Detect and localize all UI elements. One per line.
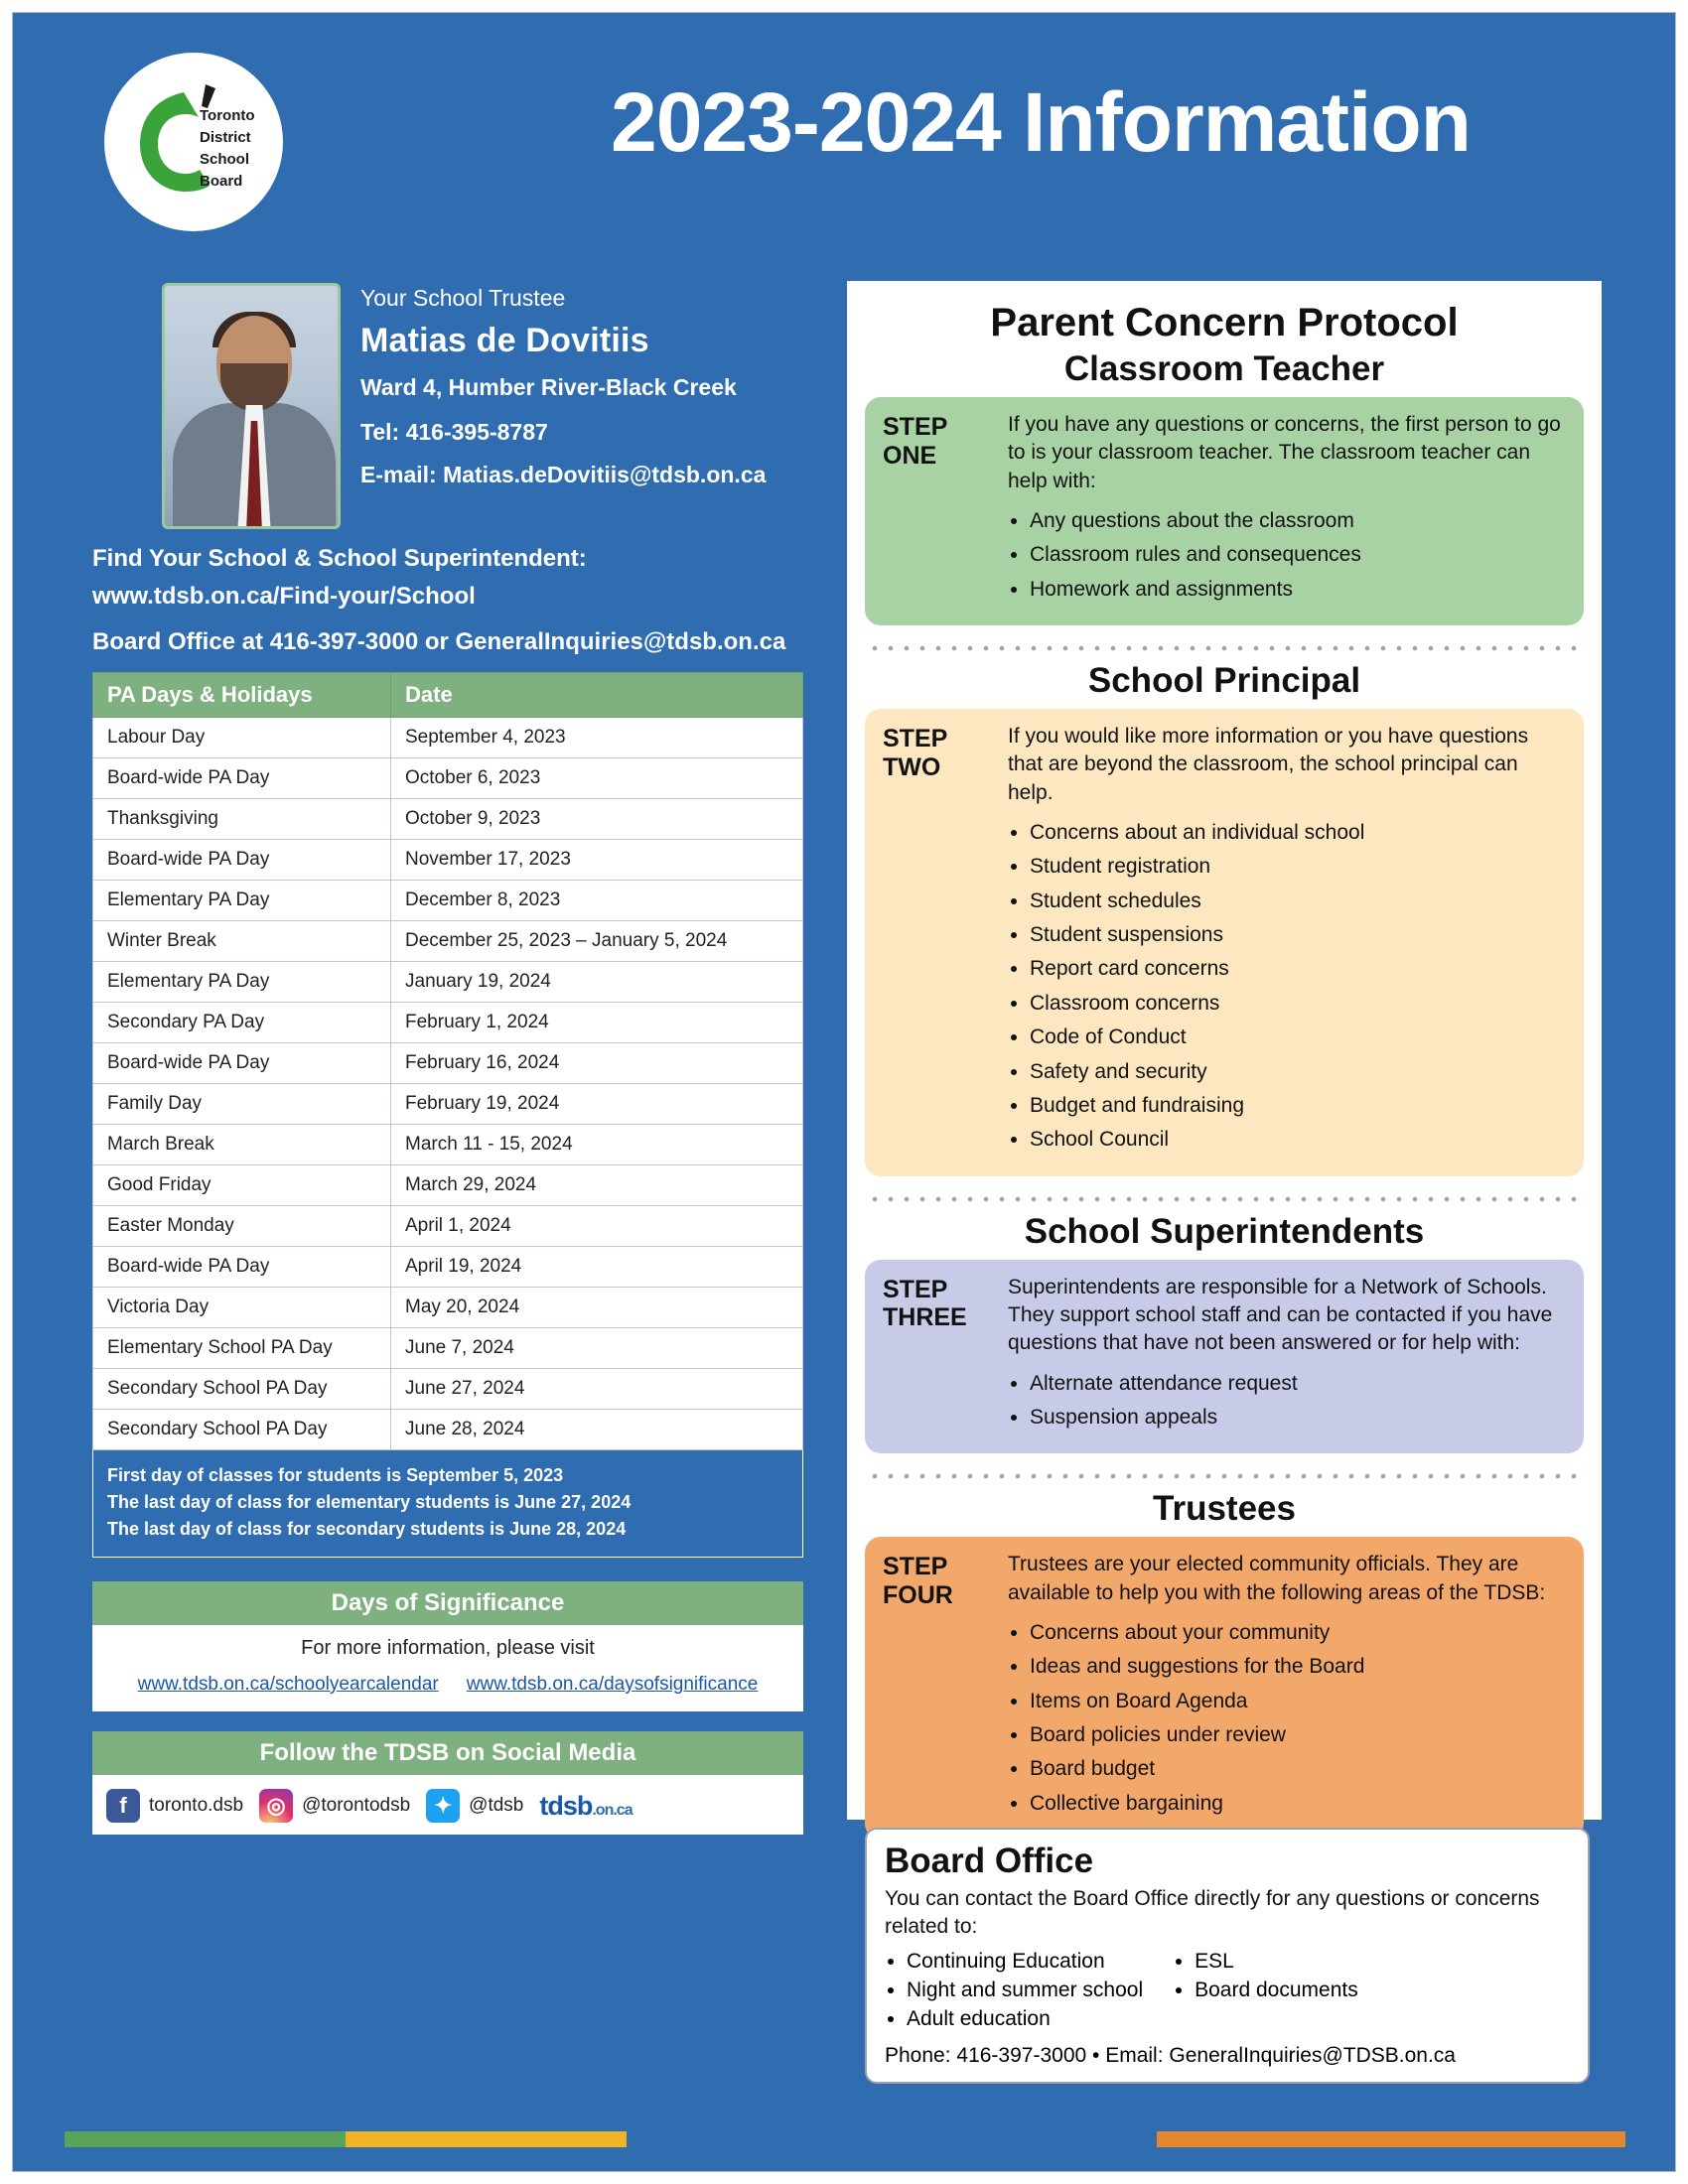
social-item-facebook[interactable]	[106, 1789, 243, 1823]
social-item-instagram[interactable]	[259, 1789, 410, 1823]
table-row	[93, 718, 803, 758]
protocol-section-heading: Classroom Teacher	[1063, 349, 1385, 388]
list-item: • Concerns about your community	[1030, 1619, 1566, 1647]
table-row	[93, 1043, 803, 1084]
step-label: STEP ONE	[883, 413, 948, 470]
protocol-step-card	[865, 397, 1584, 625]
instagram-icon: ◎	[259, 1789, 293, 1823]
svg-text:Toronto: Toronto	[200, 107, 255, 124]
twitter-handle: @tdsb	[469, 1795, 524, 1816]
cell-event: Victoria Day	[93, 1288, 391, 1328]
protocol-title: Parent Concern Protocol	[990, 301, 1459, 344]
list-item: • School Council	[1030, 1126, 1566, 1154]
tdsb-wordmark-text: tdsb	[539, 1790, 593, 1821]
table-row	[93, 1328, 803, 1369]
poster-sheet	[12, 12, 1676, 2172]
note-line: The last day of class for elementary students is June 27, 2024	[107, 1492, 632, 1512]
find-school-heading: Find Your School & School Superintendent:	[92, 545, 587, 572]
header	[13, 13, 1675, 266]
cell-date: October 9, 2023	[391, 799, 803, 840]
trustee-phone: Tel: 416-395-8787	[360, 419, 548, 445]
cell-date: April 1, 2024	[391, 1206, 803, 1247]
step-label: STEP TWO	[883, 725, 948, 781]
days-of-significance-box	[92, 1625, 803, 1711]
cell-event: Secondary School PA Day	[93, 1410, 391, 1450]
section-divider	[867, 639, 1582, 657]
list-item: • Concerns about an individual school	[1030, 819, 1566, 847]
protocol-section-heading: School Superintendents	[1024, 1211, 1425, 1251]
table-row	[93, 1247, 803, 1288]
list-item: • Items on Board Agenda	[1030, 1688, 1566, 1715]
trustee-photo	[162, 283, 341, 529]
list-item: • Safety and security	[1030, 1058, 1566, 1086]
footer-color-bar	[65, 2131, 1625, 2147]
cell-date: December 25, 2023 – January 5, 2024	[391, 921, 803, 962]
step-body	[1008, 411, 1566, 610]
table-row	[93, 758, 803, 799]
note-line: First day of classes for students is September 5, 2023	[107, 1465, 564, 1485]
cell-date: June 7, 2024	[391, 1328, 803, 1369]
footer-bar-segment	[346, 2131, 627, 2147]
list-item: • Suspension appeals	[1030, 1404, 1566, 1432]
table-row	[93, 1288, 803, 1328]
list-item: • Ideas and suggestions for the Board	[1030, 1653, 1566, 1681]
left-column	[92, 273, 817, 1835]
tdsb-logo-icon	[104, 53, 283, 231]
list-item: • Adult education	[907, 2007, 1143, 2031]
social-media-title: Follow the TDSB on Social Media	[92, 1731, 803, 1775]
cell-event: Board-wide PA Day	[93, 1043, 391, 1084]
board-office-contact-line: Phone: 416-397-3000 • Email: GeneralInquiries@TDSB.on.ca	[885, 2043, 1456, 2067]
step-intro: Superintendents are responsible for a Network of Schools. They support school staff and can be contacted if you have questions that have not been answered or for help with:	[1008, 1275, 1553, 1355]
cell-event: Secondary School PA Day	[93, 1369, 391, 1410]
cell-event: Elementary School PA Day	[93, 1328, 391, 1369]
footer-bar-segment	[65, 2131, 346, 2147]
trustee-details	[360, 285, 817, 488]
days-of-significance-links	[102, 1674, 793, 1696]
trustee-label: Your School Trustee	[360, 285, 566, 311]
list-item: • ESL	[1195, 1950, 1358, 1974]
cell-date: April 19, 2024	[391, 1247, 803, 1288]
list-item: • Classroom rules and consequences	[1030, 541, 1566, 569]
cell-date: March 11 - 15, 2024	[391, 1125, 803, 1165]
step-item-list	[1030, 1619, 1566, 1818]
table-row	[93, 1125, 803, 1165]
list-item: • Student registration	[1030, 853, 1566, 881]
footer-bar-segment	[627, 2131, 1157, 2147]
cell-date: June 27, 2024	[391, 1369, 803, 1410]
cell-event: Labour Day	[93, 718, 391, 758]
step-intro: If you have any questions or concerns, the first person to go to is your classroom teacher. The classroom teacher can help with:	[1008, 413, 1561, 492]
table-row	[93, 1410, 803, 1450]
list-item: • Code of Conduct	[1030, 1024, 1566, 1051]
board-office-contact: Board Office at 416-397-3000 or GeneralInquiries@tdsb.on.ca	[92, 628, 786, 655]
svg-text:School: School	[200, 151, 250, 168]
note-line: The last day of class for secondary students is June 28, 2024	[107, 1519, 627, 1539]
facebook-icon: f	[106, 1789, 140, 1823]
cell-event: Winter Break	[93, 921, 391, 962]
list-item: • Homework and assignments	[1030, 576, 1566, 604]
pa-days-table	[92, 672, 803, 1450]
cell-event: March Break	[93, 1125, 391, 1165]
school-year-notes	[92, 1450, 803, 1558]
section-divider	[867, 1467, 1582, 1485]
list-item: • Report card concerns	[1030, 955, 1566, 983]
cell-event: Elementary PA Day	[93, 881, 391, 921]
list-item: • Student schedules	[1030, 887, 1566, 915]
days-of-significance-subtitle: For more information, please visit	[301, 1637, 595, 1659]
find-school-url[interactable]: www.tdsb.on.ca/Find-your/School	[92, 583, 476, 610]
list-item: • Budget and fundraising	[1030, 1092, 1566, 1120]
cell-event: Secondary PA Day	[93, 1003, 391, 1043]
step-body	[1008, 1274, 1566, 1438]
protocol-step-card	[865, 1260, 1584, 1454]
cell-date: February 16, 2024	[391, 1043, 803, 1084]
cell-date: December 8, 2023	[391, 881, 803, 921]
board-office-lists	[885, 1950, 1570, 2036]
cell-event: Elementary PA Day	[93, 962, 391, 1003]
protocol-step-card	[865, 1537, 1584, 1840]
cell-date: June 28, 2024	[391, 1410, 803, 1450]
section-divider	[867, 1190, 1582, 1208]
list-item: • Continuing Education	[907, 1950, 1143, 1974]
table-row	[93, 1003, 803, 1043]
cell-date: March 29, 2024	[391, 1165, 803, 1206]
cell-event: Board-wide PA Day	[93, 1247, 391, 1288]
cell-date: January 19, 2024	[391, 962, 803, 1003]
page-title: 2023-2024 Information	[610, 75, 1471, 169]
col-header-date: Date	[391, 673, 803, 718]
board-office-panel	[865, 1828, 1590, 2084]
table-row	[93, 881, 803, 921]
table-row	[93, 1369, 803, 1410]
board-office-list-right	[1195, 1950, 1358, 2036]
list-item: • Night and summer school	[907, 1979, 1143, 2002]
step-label: STEP THREE	[883, 1275, 967, 1332]
col-header-event: PA Days & Holidays	[93, 673, 391, 718]
cell-date: November 17, 2023	[391, 840, 803, 881]
list-item: • Board policies under review	[1030, 1721, 1566, 1749]
trustee-ward: Ward 4, Humber River-Black Creek	[360, 374, 737, 400]
table-row	[93, 799, 803, 840]
board-office-list-left	[907, 1950, 1143, 2036]
tdsb-wordmark-suffix: .on.ca	[592, 1801, 633, 1819]
table-row	[93, 962, 803, 1003]
list-item: • Alternate attendance request	[1030, 1370, 1566, 1398]
protocol-section-heading: Trustees	[1153, 1489, 1296, 1529]
board-office-title: Board Office	[885, 1842, 1094, 1880]
school-year-calendar-link[interactable]: www.tdsb.on.ca/schoolyearcalendar	[137, 1674, 439, 1695]
trustee-email: E-mail: Matias.deDovitiis@tdsb.on.ca	[360, 462, 767, 487]
svg-text:Board: Board	[200, 173, 243, 190]
cell-event: Family Day	[93, 1084, 391, 1125]
twitter-icon: ✦	[426, 1789, 460, 1823]
trustee-name: Matias de Dovitiis	[360, 322, 649, 359]
list-item: • Any questions about the classroom	[1030, 507, 1566, 535]
list-item: • Student suspensions	[1030, 921, 1566, 949]
tdsb-wordmark	[539, 1791, 632, 1822]
instagram-handle: @torontodsb	[302, 1795, 411, 1816]
cell-date: February 19, 2024	[391, 1084, 803, 1125]
table-header-row	[93, 673, 803, 718]
step-intro: Trustees are your elected community officials. They are available to help you with the following areas of the TDSB:	[1008, 1553, 1546, 1604]
cell-date: October 6, 2023	[391, 758, 803, 799]
step-item-list	[1030, 1370, 1566, 1433]
trustee-block	[92, 273, 817, 541]
parent-concern-protocol-panel	[847, 281, 1602, 1820]
list-item: • Board documents	[1195, 1979, 1358, 2002]
list-item: • Board budget	[1030, 1755, 1566, 1783]
cell-event: Easter Monday	[93, 1206, 391, 1247]
step-item-list	[1030, 819, 1566, 1154]
step-item-list	[1030, 507, 1566, 604]
footer-bar-segment	[1157, 2131, 1625, 2147]
table-row	[93, 1084, 803, 1125]
social-item-twitter[interactable]	[426, 1789, 523, 1823]
table-row	[93, 840, 803, 881]
cell-date: May 20, 2024	[391, 1288, 803, 1328]
cell-date: February 1, 2024	[391, 1003, 803, 1043]
list-item: • Classroom concerns	[1030, 990, 1566, 1018]
step-intro: If you would like more information or you have questions that are beyond the classroom, the school principal can help.	[1008, 725, 1529, 804]
find-school-block	[92, 545, 817, 656]
protocol-step-card	[865, 709, 1584, 1175]
cell-event: Board-wide PA Day	[93, 840, 391, 881]
step-body	[1008, 723, 1566, 1160]
list-item: • Collective bargaining	[1030, 1790, 1566, 1818]
table-row	[93, 1206, 803, 1247]
step-body	[1008, 1551, 1566, 1824]
days-of-significance-link[interactable]: www.tdsb.on.ca/daysofsignificance	[466, 1674, 759, 1695]
table-row	[93, 921, 803, 962]
cell-event: Thanksgiving	[93, 799, 391, 840]
svg-text:District: District	[200, 129, 251, 146]
cell-date: September 4, 2023	[391, 718, 803, 758]
table-row	[93, 1165, 803, 1206]
facebook-handle: toronto.dsb	[149, 1795, 244, 1816]
board-office-intro: You can contact the Board Office directly for any questions or concerns related to:	[885, 1887, 1540, 1939]
days-of-significance-title: Days of Significance	[92, 1581, 803, 1625]
step-label: STEP FOUR	[883, 1553, 953, 1609]
cell-event: Good Friday	[93, 1165, 391, 1206]
protocol-section-heading: School Principal	[1087, 661, 1361, 701]
social-media-bar	[92, 1775, 803, 1835]
cell-event: Board-wide PA Day	[93, 758, 391, 799]
